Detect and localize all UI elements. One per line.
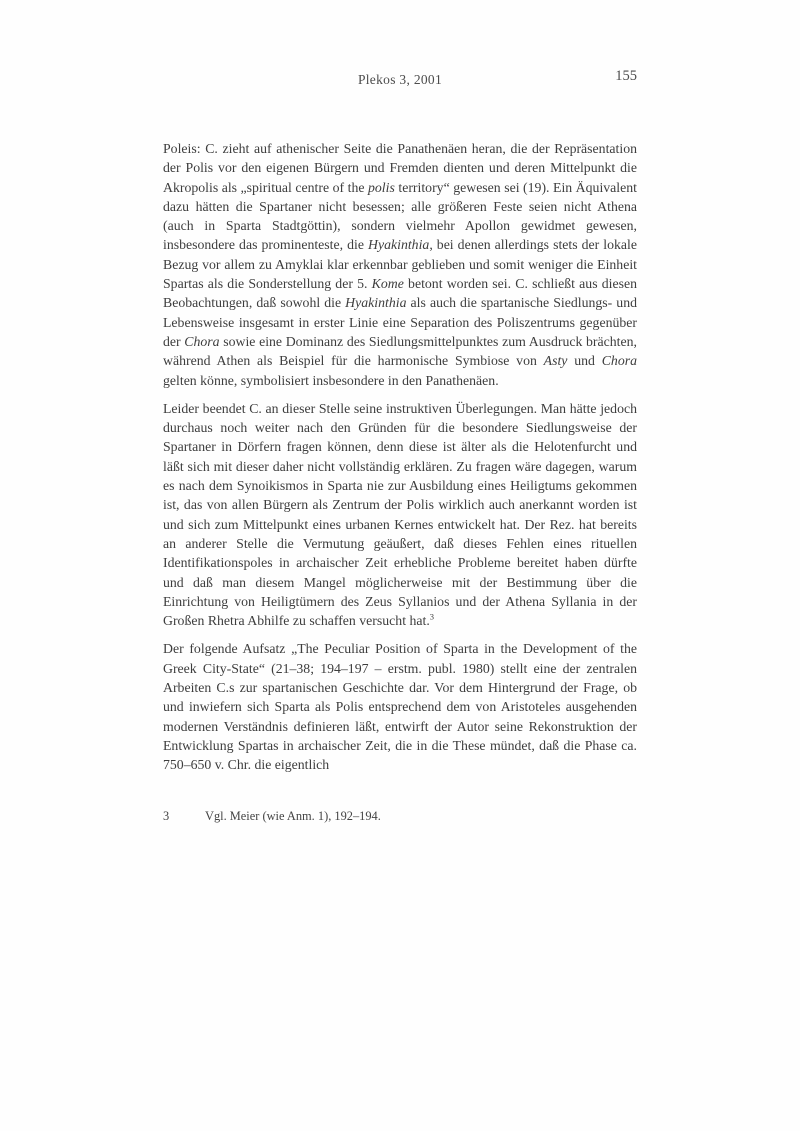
page-number: 155: [615, 68, 637, 84]
footnote: [163, 808, 637, 824]
paragraph-3: Der folgende Aufsatz „The Peculiar Position of Sparta in the Development of the Greek City-State“ (21–38; 194–197 – erstm. publ. 1980) stellt eine der zentralen Arbeiten C.s zur spartanischen Geschichte dar. Vor dem Hintergrund der Frage, ob und inwiefern sich Sparta als Polis entsprechend dem von Aristoteles ausgehenden modernen Verständnis definieren läßt, entwirft der Autor seine Rekonstruktion der Entwicklung Spartas in archaischer Zeit, die in die These mündet, daß die Phase ca. 750–650 v. Chr. die eigentlich: [163, 641, 637, 773]
running-head: Plekos 3, 2001: [357, 72, 443, 87]
footnote-text: Vgl. Meier (wie Anm. 1), 192–194.: [205, 808, 381, 823]
footnote-marker: 3: [163, 808, 170, 823]
text-block: [163, 139, 637, 824]
paragraph-1: Poleis: C. zieht auf athenischer Seite die Panathenäen heran, die der Repräsentation der Polis vor den eigenen Bürgern und Fremden dienten und deren Mittelpunkt die Akropolis als „spiritual centre of the polis territory“ gewesen sei (19). Ein Äquivalent dazu hätten die Spartaner nicht besessen; alle größeren Feste seien nicht Athena (auch in Sparta Stadtgöttin), sondern vielmehr Apollon gewidmet gewesen, insbesondere das prominenteste, die Hyakinthia, bei denen allerdings stets der lokale Bezug vor allem zu Amyklai klar erkennbar geblieben und somit weniger die Einheit Spartas als die Sonderstellung der 5. Kome betont worden sei. C. schließt aus diesen Beobachtungen, daß sowohl die Hyakinthia als auch die spartanische Siedlungs- und Lebensweise insgesamt in erster Linie eine Separation des Poliszentrums gegenüber der Chora sowie eine Dominanz des Siedlungsmittelpunktes zum Ausdruck brächten, während Athen als Beispiel für die harmonische Symbiose von Asty und Chora gelten könne, symbolisiert insbesondere in den Panathenäen.: [163, 141, 638, 388]
paragraph-2: Leider beendet C. an dieser Stelle seine instruktiven Überlegungen. Man hätte jedoch durchaus noch weiter nach den Gründen für die besondere Siedlungsweise der Spartaner in Dörfern fragen können, denn diese ist älter als die Helotenfurcht und läßt sich mit dieser daher nicht vollständig erklären. Zu fragen wäre dagegen, warum es nach dem Synoikismos in Sparta nie zur Ausbildung eines Heiligtums gekommen ist, das von allen Bürgern als Zentrum der Polis wirklich auch anerkannt worden ist und sich zum Mittelpunkt eines urbanen Kernes entwickelt hat. Der Rez. hat bereits an anderer Stelle die Vermutung geäußert, daß dieses Fehlen eines rituellen Identifikationspoles in archaischer Zeit erhebliche Probleme bereitet haben dürfte und daß man diesem Mangel möglicherweise mit der Bestimmung über die Einrichtung von Heiligtümern des Zeus Syllanios und der Athena Syllania in der Großen Rhetra Abhilfe zu schaffen versucht hat.$^3$: [163, 400, 637, 629]
